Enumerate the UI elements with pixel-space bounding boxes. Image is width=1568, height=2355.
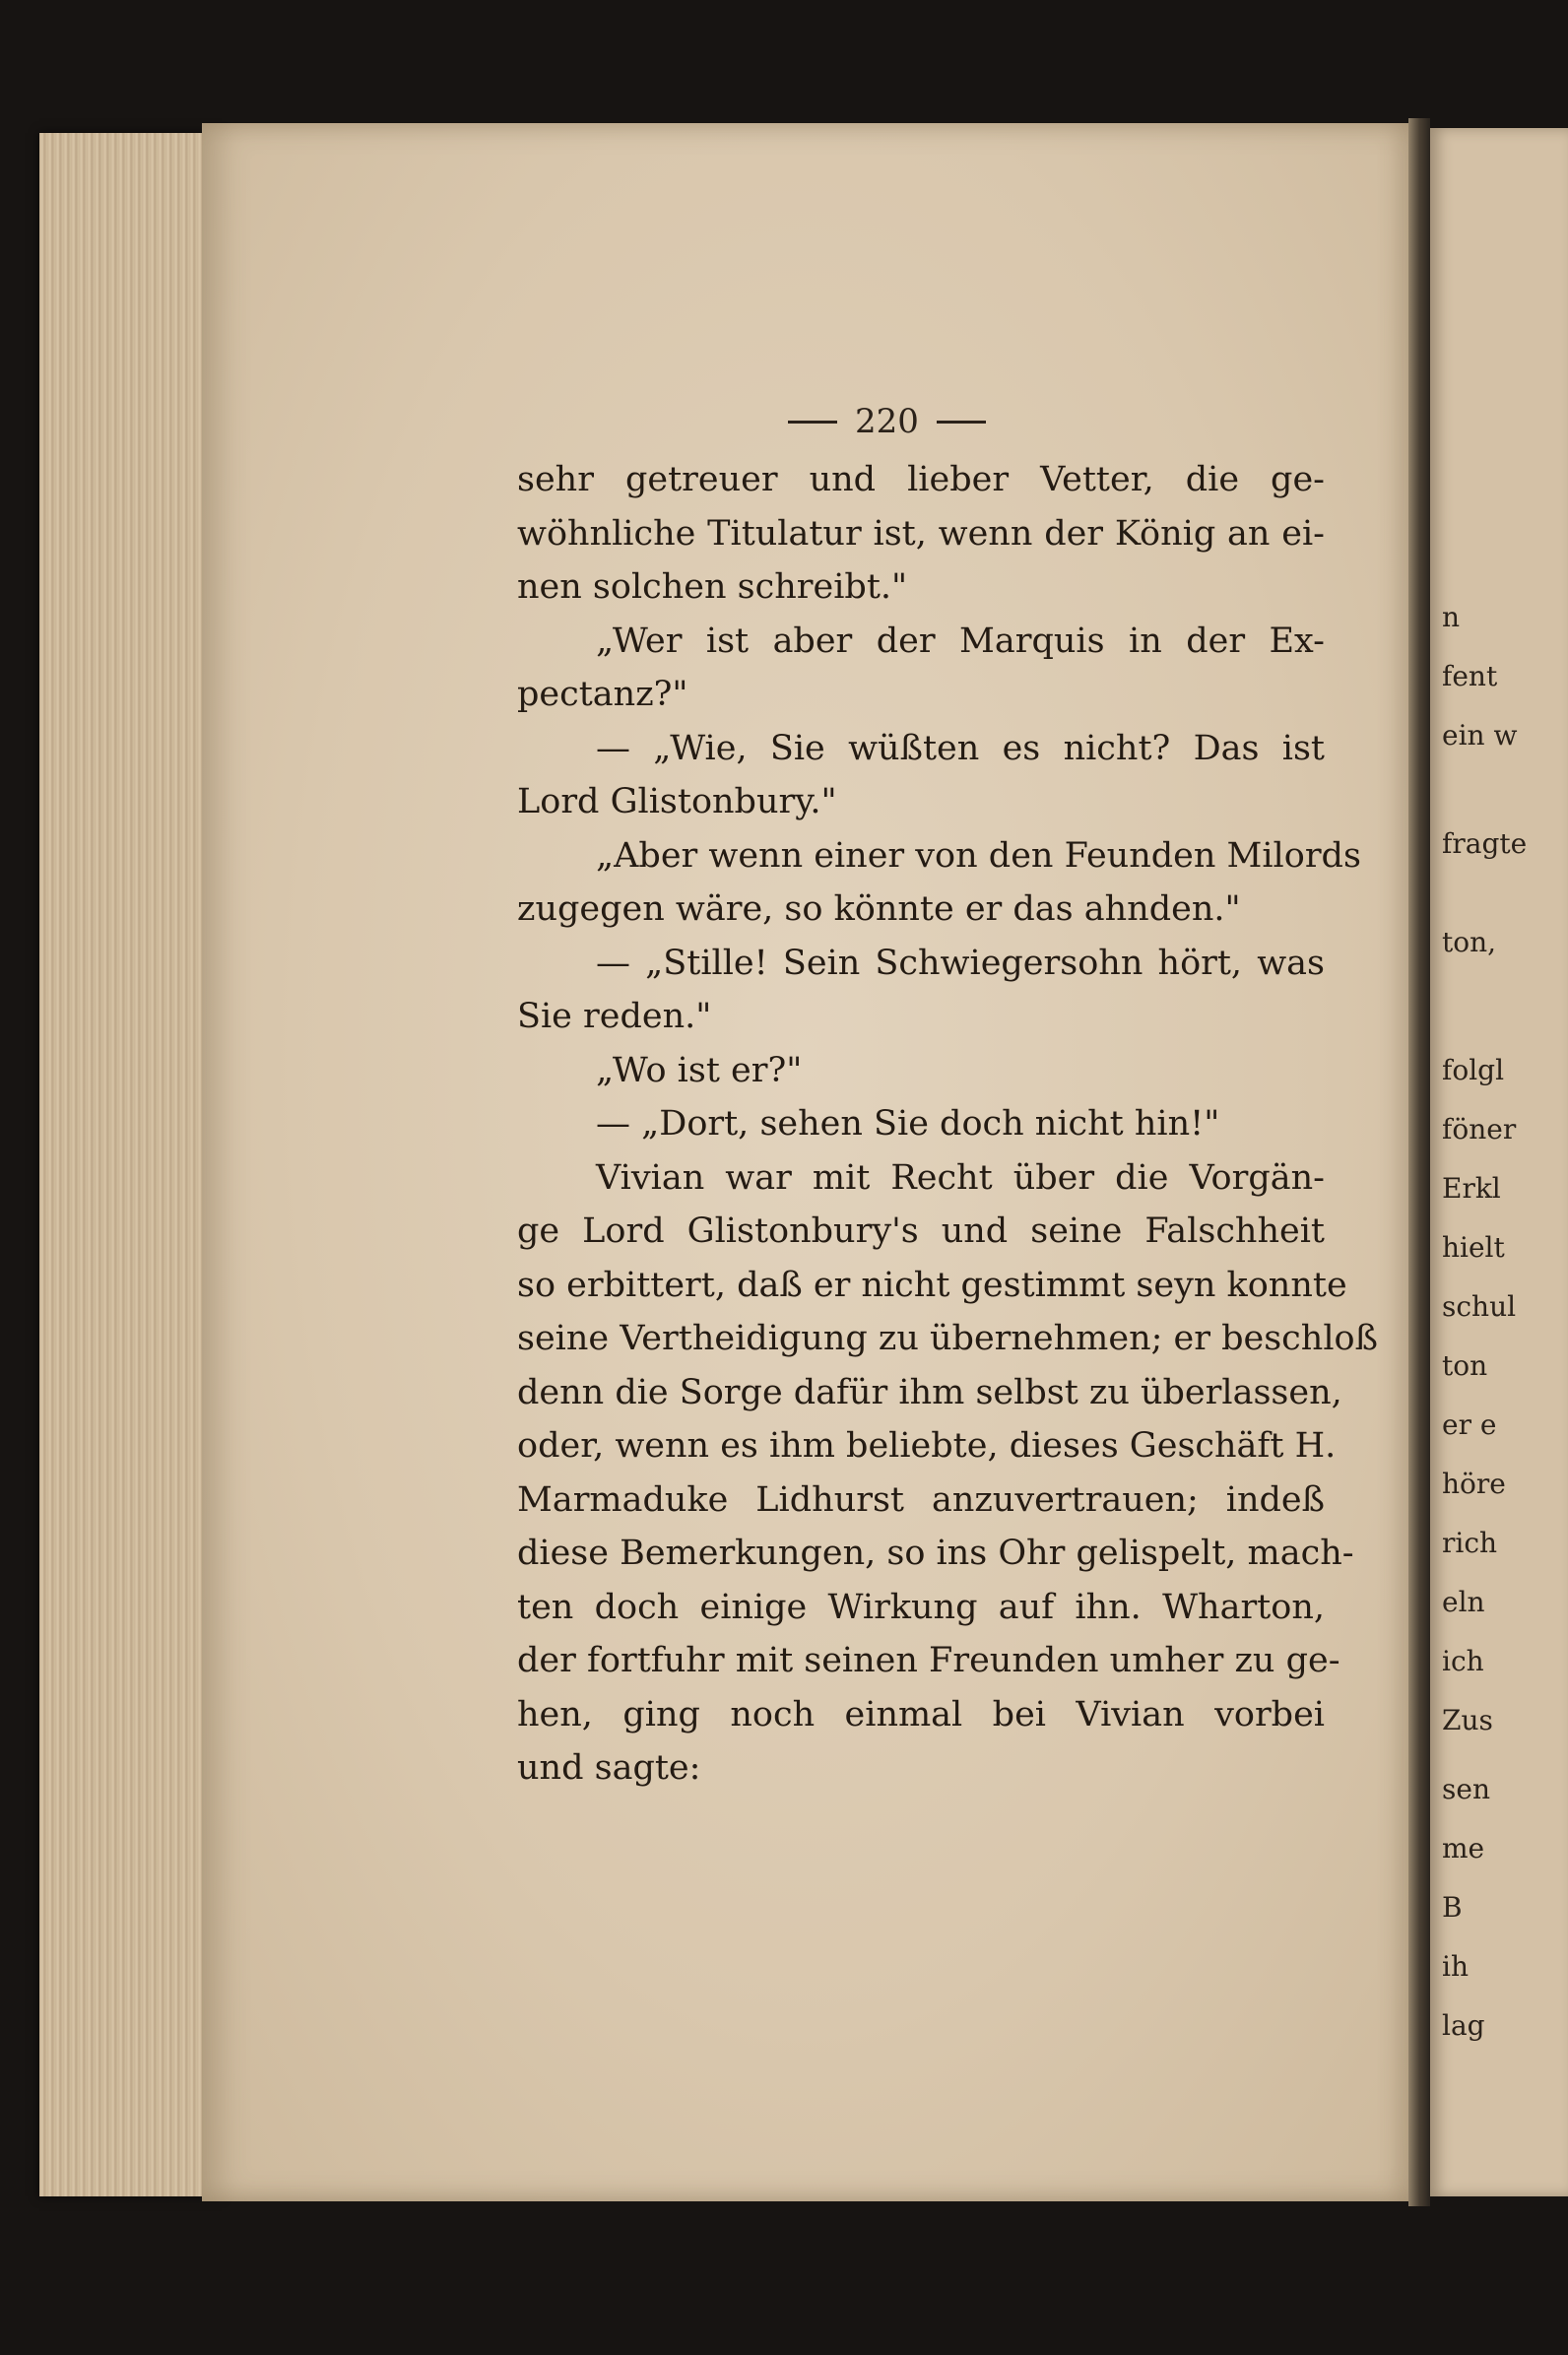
facing-page-fragment: ein w — [1442, 719, 1518, 752]
text-line: — „Dort, sehen Sie doch nicht hin!" — [596, 1104, 1220, 1144]
facing-page-fragment: lag — [1442, 2009, 1485, 2042]
page-header — [788, 402, 986, 441]
facing-page-fragment: folgl — [1442, 1054, 1505, 1086]
facing-page-fragment: ton, — [1442, 926, 1497, 958]
text-line: ten doch einige Wirkung auf ihn. Wharton, — [517, 1587, 1325, 1627]
text-line: nen solchen schreibt." — [517, 567, 908, 607]
facing-page-fragment: rich — [1442, 1527, 1498, 1559]
body-text — [517, 453, 1378, 1796]
facing-page-fragment: hielt — [1442, 1231, 1505, 1264]
book-gutter — [1408, 118, 1430, 2206]
text-line: zugegen wäre, so könnte er das ahnden." — [517, 889, 1241, 929]
facing-page-fragment: n — [1442, 601, 1461, 633]
text-line: „Aber wenn einer von den Feunden Milords — [596, 835, 1361, 876]
facing-page-fragment: eln — [1442, 1586, 1485, 1618]
text-line: diese Bemerkungen, so ins Ohr gelispelt, mach- — [517, 1534, 1354, 1573]
text-line: Marmaduke Lidhurst anzuvertrauen; indeß — [517, 1479, 1325, 1520]
text-line: sehr getreuer und lieber Vetter, die ge- — [517, 460, 1325, 499]
facing-page-fragment: höre — [1442, 1468, 1506, 1500]
text-line: wöhnliche Titulatur ist, wenn der König an ei- — [517, 513, 1325, 554]
header-dash-left — [788, 421, 837, 424]
text-line: Lord Glistonbury." — [517, 782, 837, 821]
text-line: — „Wie, Sie wüßten es nicht? Das ist — [596, 728, 1325, 768]
text-line: „Wo ist er?" — [596, 1050, 803, 1090]
text-line: und sagte: — [517, 1748, 701, 1788]
facing-page-fragment: ich — [1442, 1645, 1484, 1677]
facing-page-fragment: sen — [1442, 1773, 1490, 1805]
facing-page-fragment: er e — [1442, 1408, 1497, 1441]
facing-page — [1430, 128, 1568, 2196]
text-line: oder, wenn es ihm beliebte, dieses Geschäft H. — [517, 1426, 1337, 1466]
facing-page-fragment: B — [1442, 1891, 1463, 1924]
text-line: der fortfuhr mit seinen Freunden umher zu ge- — [517, 1641, 1340, 1680]
text-line: Sie reden." — [517, 997, 712, 1036]
facing-page-fragment: ih — [1442, 1950, 1469, 1983]
text-line: seine Vertheidigung zu übernehmen; er beschloß — [517, 1319, 1378, 1358]
page-number: 220 — [855, 402, 919, 441]
text-line: so erbittert, daß er nicht gestimmt seyn konnte — [517, 1265, 1347, 1305]
facing-page-fragment: fragte — [1442, 827, 1528, 860]
header-dash-right — [937, 421, 986, 424]
facing-page-fragment: me — [1442, 1832, 1485, 1864]
text-line: ge Lord Glistonbury's und seine Falschheit — [517, 1211, 1325, 1251]
text-line: „Wer ist aber der Marquis in der Ex- — [596, 621, 1325, 661]
text-line: pectanz?" — [517, 675, 688, 714]
facing-page-fragment: Erkl — [1442, 1172, 1501, 1205]
facing-page-fragment: Zus — [1442, 1704, 1493, 1736]
facing-page-fragment: ton — [1442, 1349, 1488, 1382]
page-block-edges — [39, 133, 222, 2196]
facing-page-fragment: schul — [1442, 1290, 1517, 1323]
text-line: denn die Sorge dafür ihm selbst zu überlassen, — [517, 1372, 1342, 1412]
facing-page-fragment: fent — [1442, 660, 1498, 692]
text-line: hen, ging noch einmal bei Vivian vorbei — [517, 1694, 1325, 1734]
facing-page-fragment: föner — [1442, 1113, 1517, 1145]
text-line: Vivian war mit Recht über die Vorgän- — [596, 1157, 1325, 1198]
text-line: — „Stille! Sein Schwiegersohn hört, was — [596, 943, 1325, 983]
